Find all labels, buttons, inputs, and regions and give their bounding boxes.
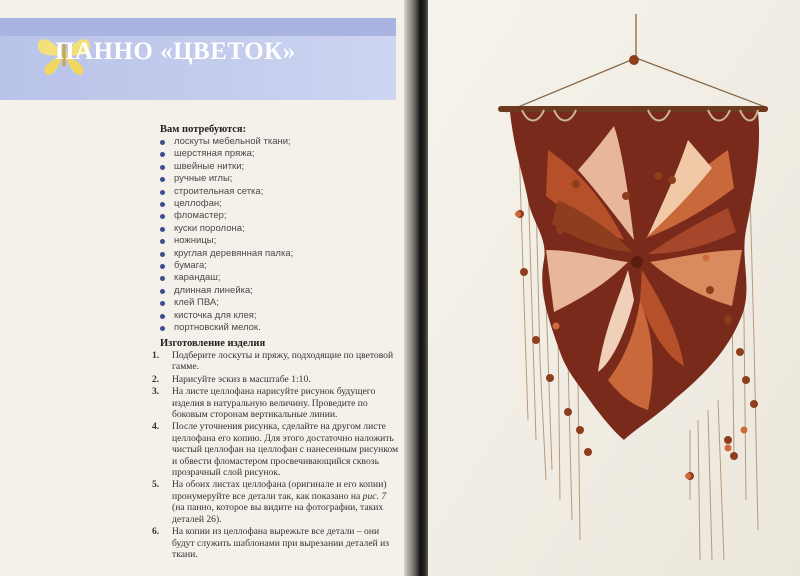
bullet-icon [160, 202, 165, 207]
list-item: целлофан; [160, 198, 400, 210]
step-item: 4. После уточнения рисунка, сделайте на другом листе целлофана его копию. Для этого достаточно наложить чистый целлофан на целлофан с нанесенным рисунком и обвести фломастером просвечивающийся сквозь прозрачный слой рисунок. [152, 421, 399, 479]
bullet-icon [160, 140, 165, 145]
list-item: карандаш; [160, 272, 400, 284]
bullet-icon [160, 289, 165, 294]
list-item: ручные иглы; [160, 173, 400, 185]
bullet-icon [160, 214, 165, 219]
list-item: строительная сетка; [160, 186, 400, 198]
list-item: куски поролона; [160, 223, 400, 235]
list-item: швейные нитки; [160, 161, 400, 173]
materials-block [160, 124, 400, 335]
bullet-icon [160, 177, 165, 182]
bullet-icon [160, 227, 165, 232]
materials-list [160, 136, 400, 335]
list-item: круглая деревянная палка; [160, 248, 400, 260]
bead-icon [629, 55, 639, 65]
bullet-icon [160, 190, 165, 195]
list-item: фломастер; [160, 210, 400, 222]
list-item: шерстяная пряжа; [160, 148, 400, 160]
bullet-icon [160, 239, 165, 244]
list-item: кисточка для клея; [160, 310, 400, 322]
list-item: ножницы; [160, 235, 400, 247]
step-item: 2. Нарисуйте эскиз в масштабе 1:10. [152, 373, 311, 385]
step-item: 3. На листе целлофана нарисуйте рисунок будущего изделия в натуральную величину. Проведите по боковым сторонам вертикальные линии. [152, 386, 376, 421]
steps-block [152, 338, 400, 560]
bullet-icon [160, 326, 165, 331]
bullet-icon [160, 152, 165, 157]
step-item: 1. Подберите лоскуты и пряжу, подходящие по цветовой гамме. [152, 350, 394, 373]
materials-heading: Вам потребуются: [160, 124, 247, 135]
list-item: лоскуты мебельной ткани; [160, 136, 400, 148]
step-item: 5. На обоих листах целлофана (оригинале и его копии) пронумеруйте все детали так, как показано на рис. 7 (на панно, которое вы видите на фотографии, таких деталей 26). [152, 479, 387, 525]
bullet-icon [160, 252, 165, 257]
list-item: портновский мелок. [160, 322, 400, 334]
steps-heading: Изготовление изделия [160, 338, 266, 349]
wall-panel-photo [428, 0, 800, 576]
page-title: ПАННО «ЦВЕТОК» [55, 38, 296, 65]
list-item: клей ПВА; [160, 297, 400, 309]
wooden-rod [498, 106, 768, 112]
bullet-icon [160, 264, 165, 269]
right-page [428, 0, 800, 576]
bullet-icon [160, 301, 165, 306]
list-item: длинная линейка; [160, 285, 400, 297]
bullet-icon [160, 165, 165, 170]
step-item: 6. На копии из целлофана вырежьте все детали – они будут служить шаблонами при вырезании деталей из ткани. [152, 526, 390, 560]
bullet-icon [160, 314, 165, 319]
list-item: бумага; [160, 260, 400, 272]
bullet-icon [160, 276, 165, 281]
